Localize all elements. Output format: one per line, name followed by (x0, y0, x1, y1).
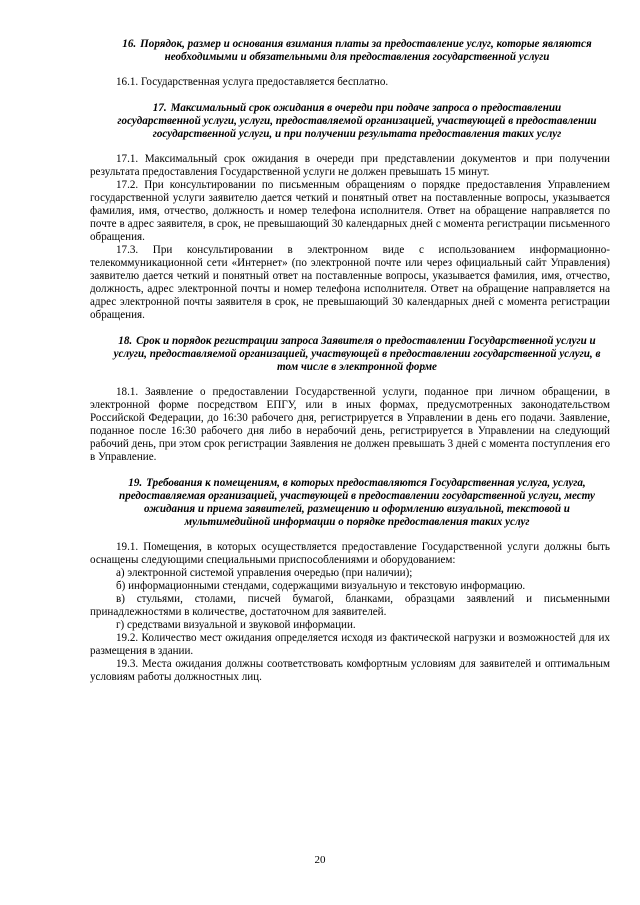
section-title: Максимальный срок ожидания в очереди при подаче запроса о предоставлении государственной услуги, услуги, предоставляемой организацией, участвующей в предоставлении государственной услуги, и при получении результата предоставления таких услуг (117, 102, 597, 140)
paragraph-19-3: 19.3. Места ожидания должны соответствовать комфортным условиям для заявителей и оптимальным условиям работы должностных лиц. (90, 658, 610, 683)
section-number: 17. (152, 102, 167, 114)
section-number: 16. (122, 38, 137, 50)
paragraph-19-1: 19.1. Помещения, в которых осуществляется предоставление Государственной услуги должны быть оснащены следующими специальными приспособлениями и оборудованием: (90, 541, 610, 566)
section-title: Требования к помещениям, в которых предоставляются Государственная услуга, услуга, предоставляемая организацией, участвующей в предоставлении государственной услуги, месту ожидания и приема заявителей, размещению и оформлению визуальной, текстовой и мультимедийной информации о порядке предоставления таких услуг (119, 477, 595, 528)
paragraph-17-3: 17.3. При консультировании в электронном виде с использованием информационно-телекоммуникационной сети «Интернет» (по электронной почте или через официальный сайт Управления) заявителю дается четкий и понятный ответ на поставленные вопросы, указывается фамилия, имя, отчество, должность, адрес электронной почты и номер телефона исполнителя. Ответ на обращение направляется на адрес электронной почты заявителя в срок, не превышающий 30 календарных дней с момента регистрации обращения. (90, 244, 610, 321)
section-title: Порядок, размер и основания взимания платы за предоставление услуг, которые являются необходимыми и обязательными для предоставления государственной услуги (140, 38, 592, 63)
paragraph-19-2: 19.2. Количество мест ожидания определяется исходя из фактической нагрузки и возможностей для их размещения в здании. (90, 632, 610, 657)
section-number: 18. (118, 335, 133, 347)
section-heading-16 (90, 38, 610, 64)
section-heading-18 (90, 335, 610, 374)
list-item-b: б) информационными стендами, содержащими визуальную и текстовую информацию. (116, 580, 526, 592)
document-page (90, 38, 610, 684)
paragraph-17-2: 17.2. При консультировании по письменным обращениям о порядке предоставления Управлением государственной услуги заявителю дается четкий и понятный ответ на поставленные вопросы, указывается фамилия, имя, отчество, должность и номер телефона исполнителя. Ответ на обращение направляется по почте в адрес заявителя, в срок, не превышающий 30 календарных дней с момента регистрации письменного обращения. (90, 179, 610, 243)
list-item-v: в) стульями, столами, писчей бумагой, бланками, образцами заявлений и письменными принадлежностями в количестве, достаточном для заявителей. (90, 593, 610, 618)
page-number: 20 (314, 854, 326, 866)
paragraph-16-1: 16.1. Государственная услуга предоставляется бесплатно. (116, 76, 389, 88)
paragraph-18-1: 18.1. Заявление о предоставлении Государственной услуги, поданное при личном обращении, в электронной форме посредством ЕПГУ, или в иных формах, предусмотренных законодательством Российской Федерации, до 16:30 рабочего дня, регистрируется в Управлении в день его подачи. Заявление, поданное после 16:30 рабочего дня либо в нерабочий день, регистрируется в Управлении на следующий рабочий день, при этом срок регистрации Заявления не должен превышать 3 дней с момента поступления его в Управление. (90, 386, 610, 463)
list-item-a: а) электронной системой управления очередью (при наличии); (116, 567, 413, 579)
section-heading-17 (90, 102, 610, 141)
list-item-g: г) средствами визуальной и звуковой информации. (116, 619, 356, 631)
section-heading-19 (90, 477, 610, 529)
section-number: 19. (128, 477, 143, 489)
paragraph-17-1: 17.1. Максимальный срок ожидания в очереди при представлении документов и при получении результата предоставления Государственной услуги не должен превышать 15 минут. (90, 153, 610, 178)
section-title: Срок и порядок регистрации запроса Заявителя о предоставлении Государственной услуги и услуги, предоставляемой организацией, участвующей в предоставлении государственной услуги, в том числе в электронной форме (113, 335, 601, 373)
